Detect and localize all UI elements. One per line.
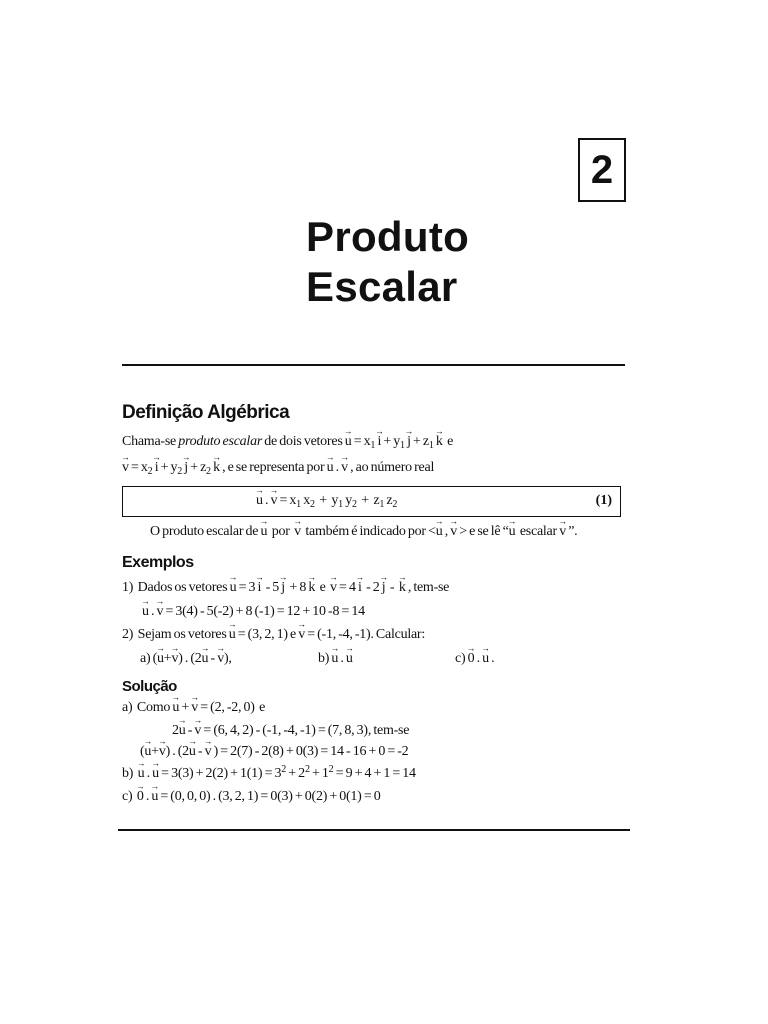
text-segment: = x bbox=[277, 493, 297, 508]
text-segment: ”. bbox=[565, 524, 578, 539]
bottom-horizontal-rule bbox=[118, 829, 630, 831]
vector-symbol: → v bbox=[559, 522, 566, 542]
vector-symbol: → j bbox=[184, 458, 188, 478]
subscript: 2 bbox=[206, 466, 211, 478]
text-segment: + 2 bbox=[286, 766, 305, 781]
text-segment: também é indicado por < bbox=[300, 524, 436, 539]
text-segment: e bbox=[315, 580, 331, 595]
text-segment: - bbox=[195, 744, 205, 759]
exercise-item-b bbox=[318, 649, 353, 669]
text-segment: . bbox=[148, 604, 157, 619]
subscript: 1 bbox=[338, 499, 343, 511]
vector-symbol: → u bbox=[179, 721, 186, 741]
text-segment: b) bbox=[318, 651, 332, 666]
text-segment: = 9 + 4 + 1 = 14 bbox=[333, 766, 416, 781]
text-segment: b) bbox=[122, 766, 138, 781]
text-segment: de dois vetores bbox=[262, 434, 345, 449]
vector-symbol: → u bbox=[172, 698, 179, 718]
text-segment: c) bbox=[122, 789, 137, 804]
subscript: 1 bbox=[428, 440, 434, 452]
text-segment: , ao número real bbox=[347, 460, 435, 475]
vector-symbol: → v bbox=[341, 458, 348, 478]
subscript: 1 bbox=[379, 499, 385, 511]
text-segment: , bbox=[442, 524, 451, 539]
text-segment: 1) Dados os vetores bbox=[122, 580, 230, 595]
vector-symbol: → k bbox=[436, 432, 443, 452]
text-segment: . bbox=[143, 789, 152, 804]
subscript: 2 bbox=[309, 499, 315, 511]
text-segment: - bbox=[208, 651, 218, 666]
vector-symbol: → u bbox=[157, 649, 164, 669]
superscript: 2 bbox=[304, 764, 310, 776]
vector-symbol: → v bbox=[217, 649, 224, 669]
text-segment: = (3, 2, 1) e bbox=[235, 627, 299, 642]
vector-symbol: → v bbox=[122, 458, 129, 478]
solution-line bbox=[140, 742, 408, 762]
text-segment: + bbox=[151, 744, 159, 759]
vector-symbol: → u bbox=[230, 578, 237, 598]
chapter-title-line-2: Escalar bbox=[306, 263, 458, 310]
text-segment: y bbox=[342, 493, 352, 508]
vector-symbol: → v bbox=[171, 649, 178, 669]
text-segment: . bbox=[144, 766, 153, 781]
vector-symbol: → v bbox=[271, 491, 278, 511]
chapter-number-box: 2 bbox=[578, 138, 626, 202]
text-segment: O produto escalar de bbox=[150, 524, 261, 539]
definition-note bbox=[150, 522, 577, 542]
solution-line bbox=[122, 764, 416, 785]
vector-symbol: → v bbox=[298, 625, 305, 645]
vector-symbol: → v bbox=[450, 522, 457, 542]
text-segment: = (0, 0, 0) . (3, 2, 1) = 0(3) + 0(2) + 0(1) = 0 bbox=[158, 789, 381, 804]
vector-symbol: → i bbox=[377, 432, 381, 452]
example-line bbox=[122, 578, 449, 598]
subscript: 2 bbox=[177, 466, 183, 478]
text-segment: , tem-se bbox=[405, 580, 450, 595]
exercise-item-c bbox=[455, 649, 494, 669]
text-segment: + z bbox=[187, 460, 207, 475]
vector-symbol: → u bbox=[142, 602, 149, 622]
text-segment: ) = 2(7) - 2(8) + 0(3) = 14 - 16 + 0 = -2 bbox=[211, 744, 409, 759]
vector-symbol: → 0 bbox=[137, 787, 144, 807]
vector-symbol: → i bbox=[257, 578, 261, 598]
text-segment: = 3(4) - 5(-2) + 8 (-1) = 12 + 10 -8 = 14 bbox=[163, 604, 365, 619]
text-segment: = x bbox=[128, 460, 148, 475]
vector-symbol: → v bbox=[194, 721, 201, 741]
vector-symbol: → u bbox=[229, 625, 236, 645]
vector-symbol: → j bbox=[382, 578, 386, 598]
vector-symbol: → u bbox=[202, 649, 209, 669]
subscript: 1 bbox=[296, 499, 301, 511]
subscript: 2 bbox=[351, 499, 357, 511]
vector-symbol: → u bbox=[509, 522, 516, 542]
text-segment: = 3(3) + 2(2) + 1(1) = 3 bbox=[158, 766, 282, 781]
equation-number: (1) bbox=[595, 493, 612, 508]
superscript: 2 bbox=[328, 764, 334, 776]
vector-symbol: → 0 bbox=[468, 649, 475, 669]
text-segment: + z bbox=[410, 434, 429, 449]
vector-symbol: → u bbox=[436, 522, 443, 542]
vector-symbol: → j bbox=[407, 432, 411, 452]
superscript: 2 bbox=[281, 764, 287, 776]
text-segment: a) Como bbox=[122, 700, 173, 715]
text-segment: ( bbox=[140, 744, 145, 759]
text-segment: . bbox=[338, 651, 346, 666]
text-segment: + 1 bbox=[309, 766, 329, 781]
text-segment: Chama-se bbox=[122, 434, 179, 449]
vector-symbol: → u bbox=[346, 649, 353, 669]
vector-symbol: → u bbox=[138, 764, 145, 784]
text-segment: por bbox=[267, 524, 295, 539]
vector-symbol: → u bbox=[189, 742, 196, 762]
solution-line bbox=[122, 787, 381, 807]
text-segment: escalar bbox=[515, 524, 560, 539]
boxed-equation bbox=[122, 486, 621, 517]
subscript: 1 bbox=[400, 440, 405, 452]
subscript: 1 bbox=[370, 440, 376, 452]
subscript: 2 bbox=[392, 499, 398, 511]
text-segment: 2) Sejam os vetores bbox=[122, 627, 229, 642]
text-segment: . bbox=[474, 651, 483, 666]
vector-symbol: → v bbox=[191, 698, 198, 718]
examples-heading: Exemplos bbox=[122, 554, 194, 571]
text-segment: + y bbox=[158, 460, 178, 475]
vector-symbol: → k bbox=[308, 578, 315, 598]
vector-symbol: → u bbox=[331, 649, 338, 669]
text-segment: = (6, 4, 2) - (-1, -4, -1) = (7, 8, 3), tem-se bbox=[201, 723, 410, 738]
text-segment: e bbox=[442, 434, 454, 449]
vector-symbol: → u bbox=[256, 491, 263, 511]
italic-term: produto escalar bbox=[178, 434, 263, 449]
example-line bbox=[122, 625, 425, 645]
text-segment: . bbox=[333, 460, 342, 475]
text-segment: = 3 bbox=[236, 580, 258, 595]
text-segment: - 5 bbox=[261, 580, 282, 595]
vector-symbol: → u bbox=[144, 742, 151, 762]
text-segment: + 8 bbox=[284, 580, 309, 595]
text-segment: 2 bbox=[172, 723, 179, 738]
text-segment: . bbox=[488, 651, 495, 666]
exercise-item-a bbox=[140, 649, 232, 669]
text-segment: = 4 bbox=[336, 580, 358, 595]
vector-symbol: → u bbox=[482, 649, 489, 669]
vector-symbol: → v bbox=[205, 742, 212, 762]
equation-formula bbox=[256, 491, 397, 512]
text-segment: ) . (2 bbox=[165, 744, 189, 759]
top-horizontal-rule bbox=[122, 364, 625, 366]
vector-symbol: → i bbox=[155, 458, 159, 478]
example-line bbox=[142, 602, 365, 622]
text-segment: + bbox=[163, 651, 172, 666]
vector-symbol: → u bbox=[345, 432, 352, 452]
vector-symbol: → v bbox=[294, 522, 301, 542]
text-segment: ), bbox=[223, 651, 232, 666]
text-segment: ) . (2 bbox=[178, 651, 202, 666]
text-segment: + bbox=[179, 700, 192, 715]
vector-symbol: → u bbox=[327, 458, 334, 478]
text-segment: + y bbox=[314, 493, 339, 508]
text-segment: = x bbox=[351, 434, 371, 449]
definition-line bbox=[122, 458, 434, 479]
chapter-title-line-1: Produto bbox=[306, 213, 470, 260]
vector-symbol: → i bbox=[358, 578, 362, 598]
vector-symbol: → k bbox=[399, 578, 406, 598]
text-segment: c) bbox=[455, 651, 468, 666]
definition-line bbox=[122, 432, 453, 453]
vector-symbol: → k bbox=[213, 458, 220, 478]
vector-symbol: → u bbox=[260, 522, 267, 542]
text-segment: + y bbox=[381, 434, 401, 449]
text-segment: > e se lê “ bbox=[456, 524, 509, 539]
text-segment: - bbox=[185, 723, 195, 738]
vector-symbol: → u bbox=[151, 787, 158, 807]
text-segment: - 2 bbox=[361, 580, 382, 595]
solution-heading: Solução bbox=[122, 678, 177, 695]
vector-symbol: → v bbox=[157, 602, 164, 622]
subscript: 2 bbox=[147, 466, 153, 478]
text-segment: - bbox=[385, 580, 399, 595]
text-segment: = (2, -2, 0) e bbox=[198, 700, 266, 715]
vector-symbol: → v bbox=[159, 742, 166, 762]
text-segment: = (-1, -4, -1). Calcular: bbox=[304, 627, 425, 642]
vector-symbol: → u bbox=[152, 764, 159, 784]
text-segment: a) ( bbox=[140, 651, 158, 666]
text-segment: , e se representa por bbox=[219, 460, 327, 475]
text-segment: x bbox=[300, 493, 310, 508]
text-segment: z bbox=[384, 493, 393, 508]
section-heading-definition: Definição Algébrica bbox=[122, 402, 290, 423]
text-segment: . bbox=[262, 493, 271, 508]
text-segment: + z bbox=[356, 493, 380, 508]
vector-symbol: → j bbox=[281, 578, 285, 598]
vector-symbol: → v bbox=[330, 578, 337, 598]
